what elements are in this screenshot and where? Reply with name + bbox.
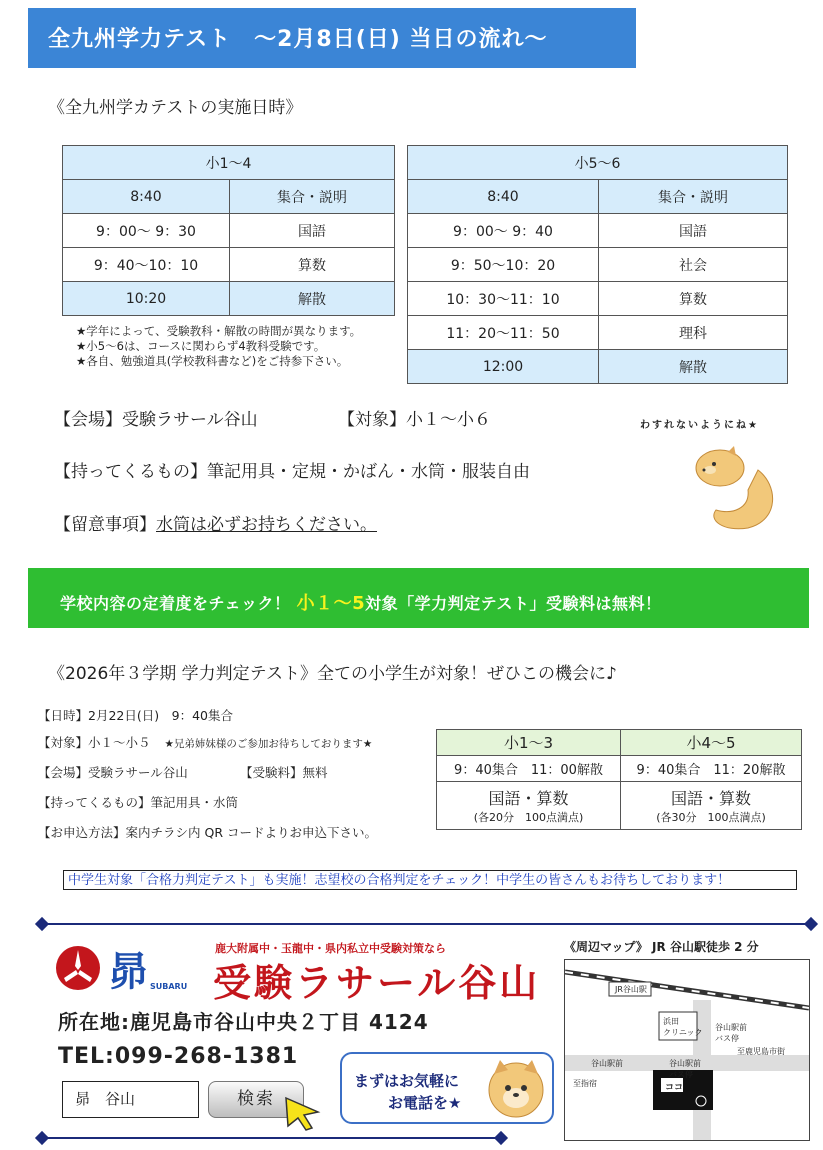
- promo-text-a: 学校内容の定着度をチェック！: [60, 594, 291, 613]
- junior-high-banner: 中学生対象「合格力判定テスト」も実施！志望校の合格判定をチェック！中学生の皆さんもお待ちしております！: [63, 870, 797, 890]
- test2-group: 小1～3: [437, 730, 621, 756]
- promo-text-b: 小１～5: [296, 593, 366, 614]
- time-cell: 9：40～10：10: [63, 248, 230, 282]
- test2-time: 9：40集合 11：20解散: [621, 756, 802, 782]
- time-cell: 10：30～11：10: [408, 282, 599, 316]
- map-clinic-label: 浜田 クリニック: [663, 1017, 703, 1037]
- test2-fee: 【受験料】無料: [240, 765, 328, 780]
- target-text: 【対象】小１～小６: [338, 410, 491, 430]
- test2-group: 小4～5: [621, 730, 802, 756]
- test2-venue: 【会場】受験ラサール谷山: [38, 765, 188, 780]
- time-cell: 9：00～ 9：30: [63, 214, 230, 248]
- item-cell: 社会: [599, 248, 788, 282]
- dog-illustration: [688, 440, 783, 532]
- test2-table: [436, 729, 802, 830]
- test2-target: 【対象】小１～小５: [38, 735, 151, 750]
- time-cell: 9：00～ 9：40: [408, 214, 599, 248]
- area-map: [564, 959, 810, 1141]
- bubble-line1: まずはお気軽に: [354, 1072, 460, 1090]
- test2-date: 【日時】2月22日(日) 9：40集合: [38, 708, 233, 723]
- dog-face-illustration: [484, 1058, 548, 1120]
- group-header: 小5～6: [408, 146, 788, 180]
- item-cell: 解散: [599, 350, 788, 384]
- subaru-logo-icon: [54, 944, 102, 992]
- test2-subjects-cell: [621, 782, 802, 830]
- test2-subjects-cell: [437, 782, 621, 830]
- test2-detail: (各30分 100点満点): [656, 811, 766, 824]
- promo-text-c: 対象「学力判定テスト」受験料は無料！: [365, 594, 662, 613]
- map-busstop-label: 谷山駅前 バス停: [715, 1023, 747, 1043]
- map-busstop2-label: 谷山駅前 バス停: [669, 1059, 701, 1079]
- page-title: 全九州学力テスト ～2月8日(日) 当日の流れ～: [48, 27, 548, 52]
- schedule-heading: 《全九州学カテストの実施日時》: [48, 98, 303, 118]
- venue-text: 【会場】受験ラサール谷山: [54, 410, 258, 430]
- schedule-notes: [76, 324, 361, 369]
- map-tram-label: 谷山駅前: [591, 1059, 623, 1068]
- search-input[interactable]: 昴 谷山: [62, 1081, 199, 1118]
- item-cell: 理科: [599, 316, 788, 350]
- caution-text: 水筒は必ずお持ちください。: [156, 515, 377, 535]
- time-cell: 10:20: [63, 282, 230, 316]
- map-here-label: ココ: [665, 1083, 684, 1093]
- time-cell: 12:00: [408, 350, 599, 384]
- school-name: 受験ラサール谷山: [213, 961, 541, 1005]
- bubble-line2: お電話を★: [388, 1094, 462, 1112]
- group-header: 小1～4: [63, 146, 395, 180]
- call-bubble-text: [354, 1070, 461, 1114]
- time-cell: 8:40: [408, 180, 599, 214]
- footer-rule-top: [42, 923, 812, 925]
- time-cell: 9：50～10：20: [408, 248, 599, 282]
- test2-apply: 【お申込方法】案内チラシ内 QR コードよりお申込下さい。: [38, 825, 377, 840]
- note-line: ★学年によって、受験教科・解散の時間が異なります。: [76, 324, 362, 338]
- caution-line: [54, 510, 377, 535]
- test2-time: 9：40集合 11：00解散: [437, 756, 621, 782]
- test2-belongings: 【持ってくるもの】筆記用具・水筒: [38, 795, 239, 810]
- time-cell: 8:40: [63, 180, 230, 214]
- search-button[interactable]: 検索: [208, 1081, 304, 1118]
- telephone: TEL:099-268-1381: [58, 1044, 299, 1069]
- map-caption: 《周辺マップ》 JR 谷山駅徒歩 2 分: [564, 940, 759, 954]
- cursor-arrow-icon: [284, 1096, 324, 1132]
- map-to-ibusuki-label: 至指宿: [573, 1079, 597, 1088]
- map-station-label: JR谷山駅: [615, 985, 647, 994]
- reminder-text: わすれないようにね★: [640, 420, 759, 431]
- item-cell: 算数: [599, 282, 788, 316]
- note-line: ★各自、勉強道具(学校教科書など)をご持参下さい。: [76, 354, 349, 368]
- logo-roman: SUBARU: [150, 982, 188, 991]
- test2-heading: 《2026年３学期 学力判定テスト》全ての小学生が対象！ぜひこの機会に♪: [48, 664, 617, 684]
- item-cell: 解散: [230, 282, 395, 316]
- address: 所在地:鹿児島市谷山中央２丁目 4124: [58, 1010, 429, 1034]
- item-cell: 集合・説明: [230, 180, 395, 214]
- time-cell: 11：20～11：50: [408, 316, 599, 350]
- map-to-city-label: 至鹿児島市街: [737, 1047, 785, 1056]
- footer-tagline: 鹿大附属中・玉龍中・県内私立中受験対策なら: [215, 942, 446, 955]
- item-cell: 国語: [230, 214, 395, 248]
- test2-detail: (各20分 100点満点): [473, 811, 584, 824]
- test2-subjects: 国語・算数: [670, 789, 751, 808]
- item-cell: 国語: [599, 214, 788, 248]
- schedule-table-upper: [407, 145, 788, 384]
- test2-subjects: 国語・算数: [488, 789, 569, 808]
- logo-kanji: 昴: [108, 949, 148, 995]
- footer-rule-bottom: [42, 1137, 502, 1139]
- item-cell: 集合・説明: [599, 180, 788, 214]
- rule-diamond: [494, 1131, 508, 1145]
- item-cell: 算数: [230, 248, 395, 282]
- rule-diamond: [804, 917, 818, 931]
- belongings-text: 【持ってくるもの】筆記用具・定規・かばん・水筒・服装自由: [54, 462, 530, 482]
- caution-label: 【留意事項】: [54, 515, 156, 535]
- schedule-table-lower: [62, 145, 395, 316]
- test2-target-note: ★兄弟姉妹様のご参加お待ちしております★: [164, 738, 373, 750]
- promo-text: [60, 589, 662, 615]
- test2-target-line: [38, 733, 372, 751]
- note-line: ★小5～6は、コースに関わらず4教科受験です。: [76, 339, 326, 353]
